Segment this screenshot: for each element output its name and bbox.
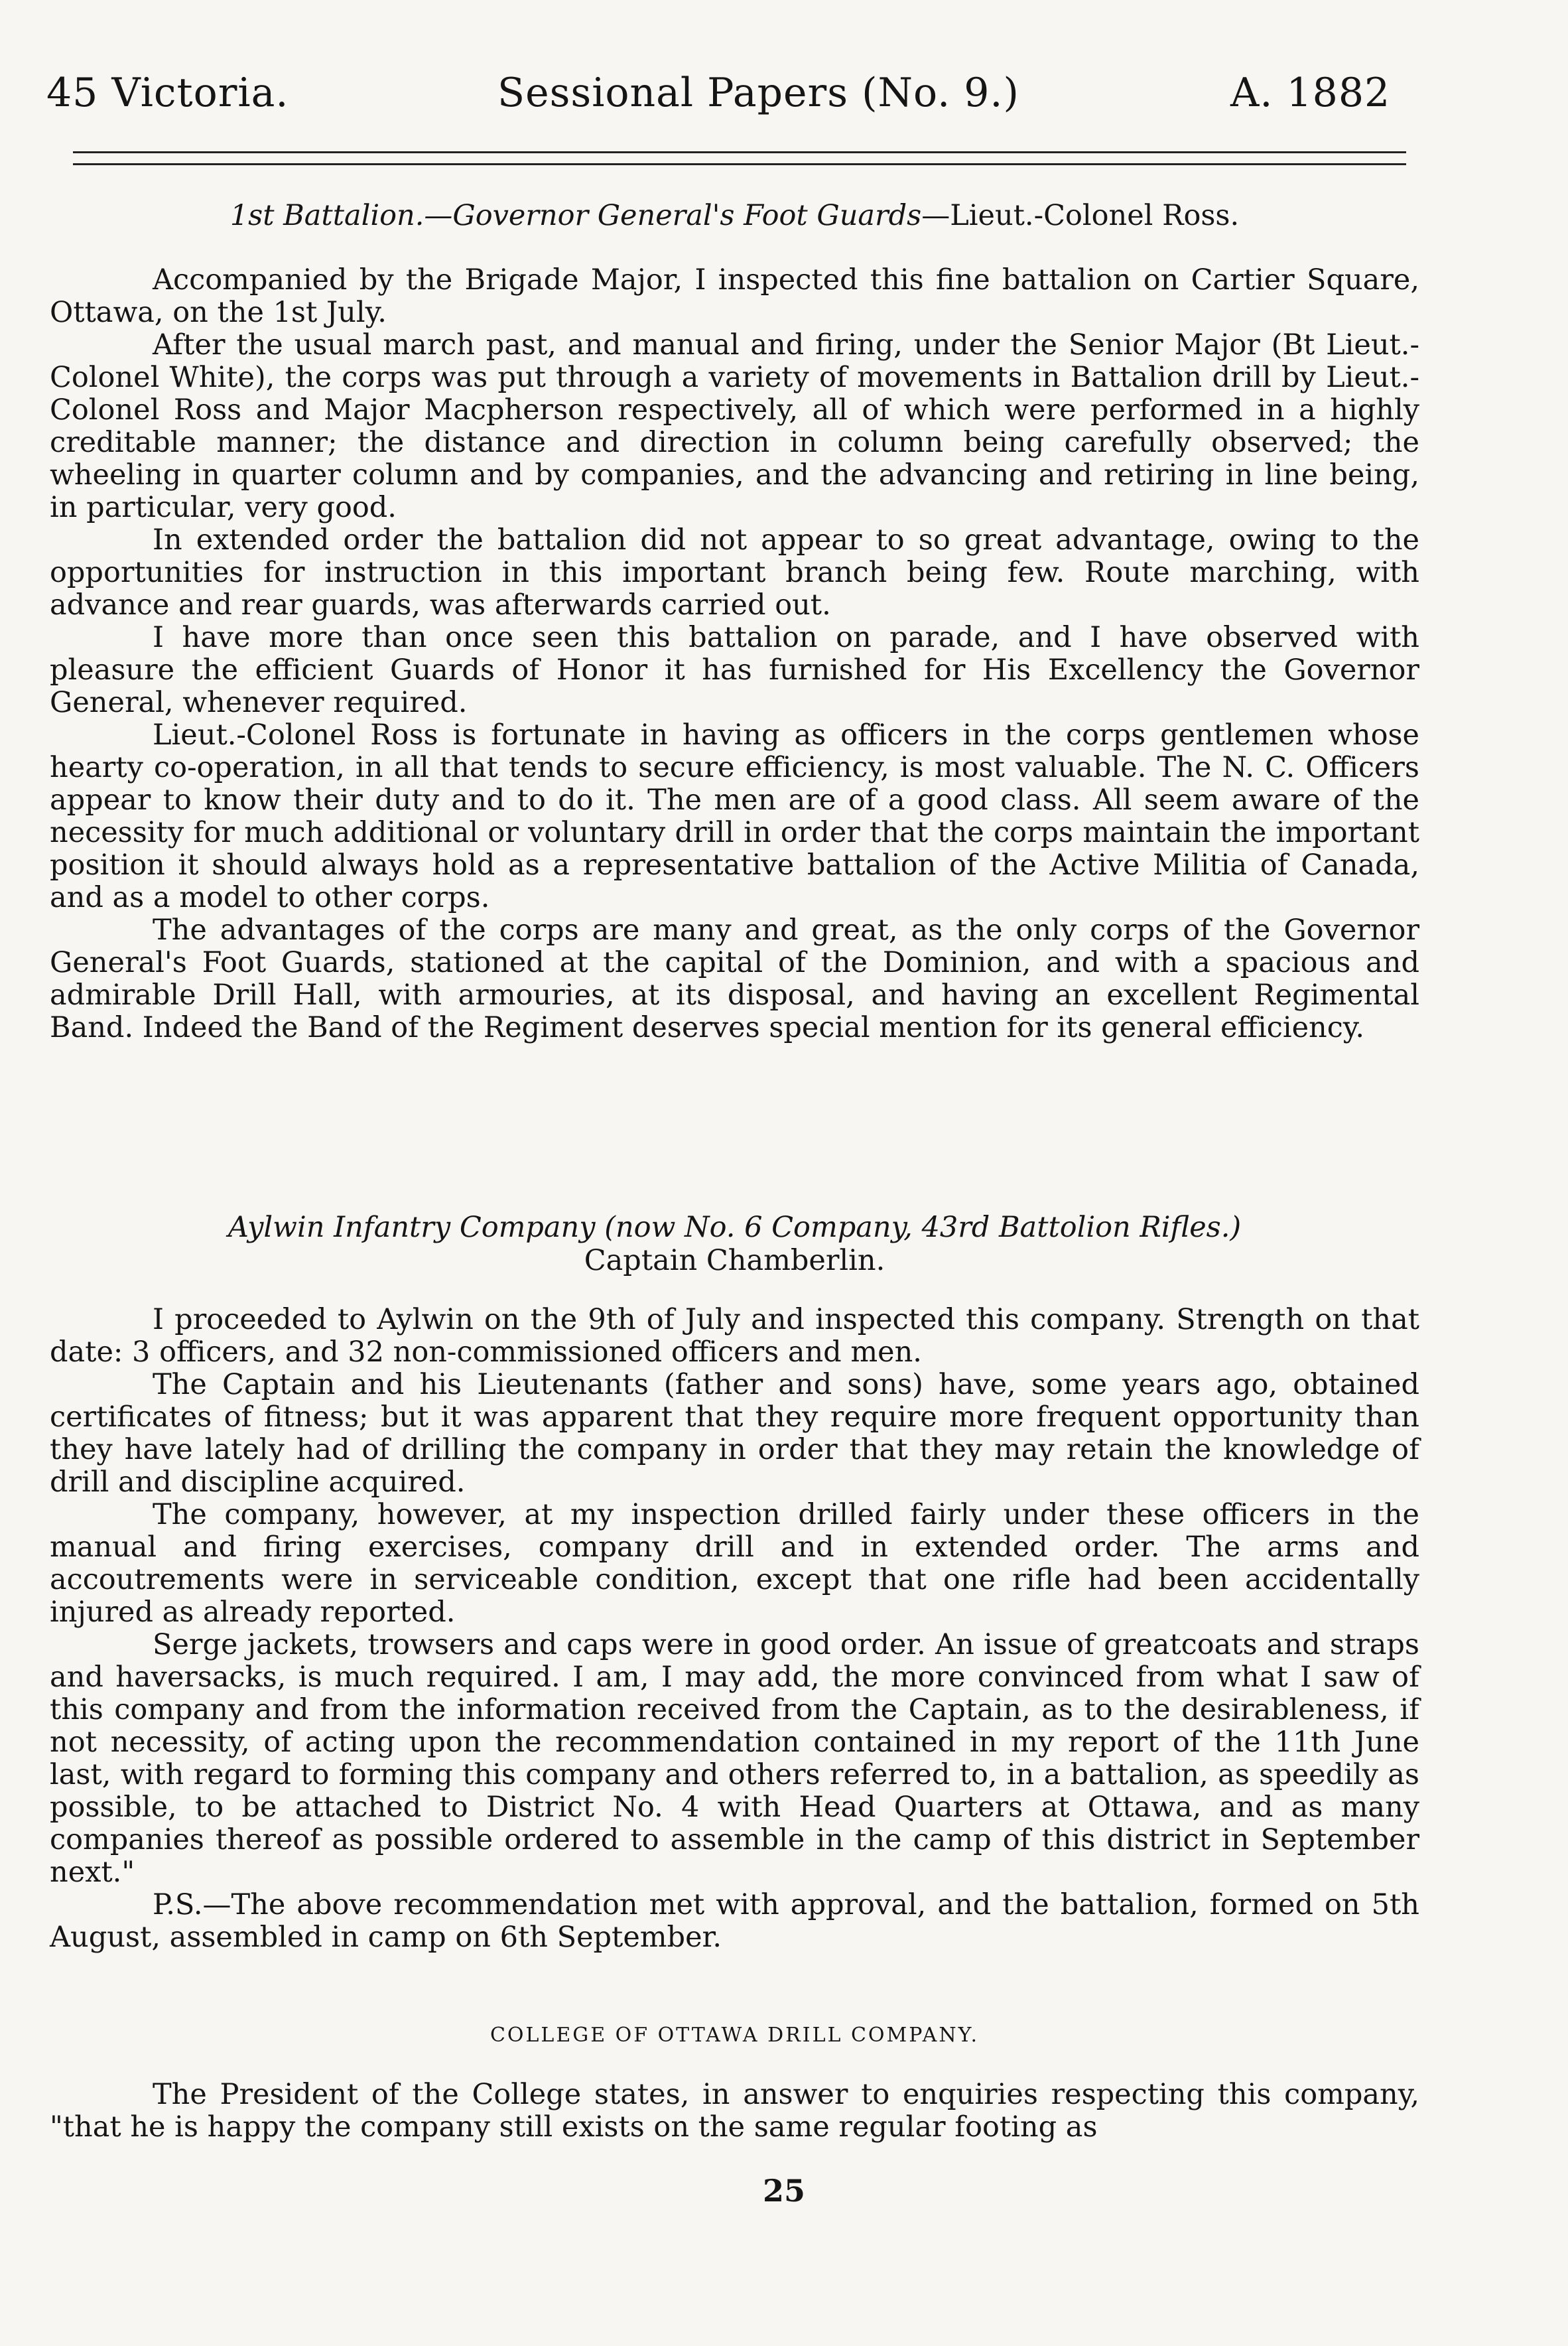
section-heading-italic: 1st Battalion.—Governor General's Foot Guards [229,199,922,232]
paragraph: Serge jackets, trowsers and caps were in good order. An issue of greatcoats and straps and haversacks, is much required. I am, I may add, the more convinced from what I saw of this company and from the information received from the Captain, as to the desirableness, if not necessity, of acting upon the recommendation contained in my report of the 11th June last, with regard to forming this company and others referred to, in a battalion, as speedily as possible, to be attached to District No. 4 with Head Quarters at Ottawa, and as many companies thereof as possible ordered to assemble in the camp of this district in September next." [50,1628,1419,1889]
section-heading-rest: —Lieut.-Colonel Ross. [921,199,1240,232]
page-number: 25 [762,2173,805,2209]
paragraph: I have more than once seen this battalion on parade, and I have observed with pleasure the efficient Guards of Honor it has furnished for His Excellency the Governor General, whenever required. [50,621,1419,719]
section-subheading: Captain Chamberlin. [584,1244,885,1277]
section-heading: Aylwin Infantry Company (now No. 6 Company, 43rd Battolion Rifles.) [228,1211,1242,1244]
paragraph: In extended order the battalion did not appear to so great advantage, owing to the opportunities for instruction in this important branch being few. Route marching, with advance and rear guards, was afterwards carried out. [50,523,1419,622]
paragraph: Lieut.-Colonel Ross is fortunate in having as officers in the corps gentlemen whose hearty co-operation, in all that tends to secure efficiency, is most valuable. The N. C. Officers appear to know their duty and to do it. The men are of a good class. All seem aware of the necessity for much additional or voluntary drill in order that the corps maintain the important position it should always hold as a representative battalion of the Active Militia of Canada, and as a model to other corps. [50,719,1419,914]
header-rule-top [73,151,1406,153]
section-heading [50,199,1419,232]
paragraph: After the usual march past, and manual and firing, under the Senior Major (Bt Lieut.-Colonel White), the corps was put through a variety of movements in Battalion drill by Lieut.-Colonel Ross and Major Macpherson respectively, all of which were performed in a highly creditable manner; the distance and direction in column being carefully observed; the wheeling in quarter column and by companies, and the advancing and retiring in line being, in particular, very good. [50,328,1419,524]
paragraph: I proceeded to Aylwin on the 9th of July and inspected this company. Strength on that date: 3 officers, and 32 non-commissioned officers and men. [50,1303,1419,1369]
paragraph: P.S.—The above recommendation met with approval, and the battalion, formed on 5th August, assembled in camp on 6th September. [50,1888,1419,1954]
paragraph: The President of the College states, in answer to enquiries respecting this company, "that he is happy the company still exists on the same regular footing as [50,2078,1419,2144]
section-aylwin-company [50,1211,1419,1954]
section-foot-guards [50,199,1419,1044]
running-header-right: A. 1882 [1230,70,1391,116]
running-header-center: Sessional Papers (No. 9.) [497,70,1019,116]
section-college-ottawa [50,2024,1419,2144]
running-header-left: 45 Victoria. [46,70,289,116]
section-heading: COLLEGE OF OTTAWA DRILL COMPANY. [490,2024,980,2047]
header-rule-bottom [73,163,1406,165]
paragraph: The Captain and his Lieutenants (father and sons) have, some years ago, obtained certificates of fitness; but it was apparent that they require more frequent opportunity than they have lately had of drilling the company in order that they may retain the knowledge of drill and discipline acquired. [50,1368,1419,1499]
paragraph: The advantages of the corps are many and great, as the only corps of the Governor General's Foot Guards, stationed at the capital of the Dominion, and with a spacious and admirable Drill Hall, with armouries, at its disposal, and having an excellent Regimental Band. Indeed the Band of the Regiment deserves special mention for its general efficiency. [50,914,1419,1044]
paragraph: Accompanied by the Brigade Major, I inspected this fine battalion on Cartier Square, Ottawa, on the 1st July. [50,263,1419,329]
paragraph: The company, however, at my inspection drilled fairly under these officers in the manual and firing exercises, company drill and in extended order. The arms and accoutrements were in serviceable condition, except that one rifle had been accidentally injured as already reported. [50,1498,1419,1629]
